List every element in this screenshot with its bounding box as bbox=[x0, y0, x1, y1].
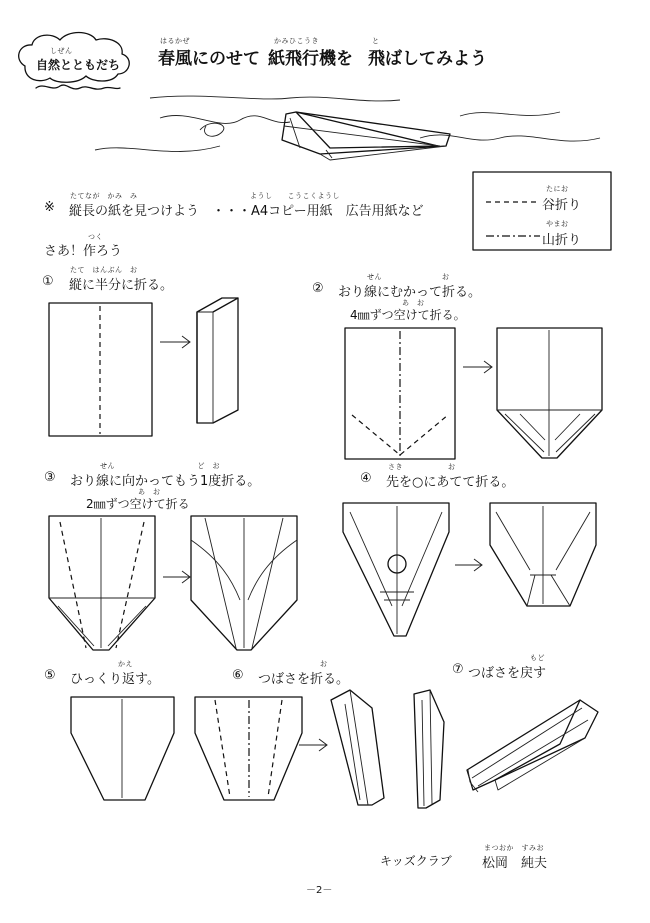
step3-number: ③ bbox=[44, 470, 56, 485]
paper-plane-header-icon bbox=[282, 112, 450, 160]
title-ruby-3: と bbox=[372, 37, 380, 45]
lets-make: さあ！作ろう bbox=[44, 244, 123, 259]
step2-subtext: 4㎜ずつ空けて折る。 bbox=[350, 308, 466, 322]
step4-text: 先を○にあてて折る。 bbox=[386, 475, 515, 490]
step4-number: ④ bbox=[360, 471, 372, 486]
badge-ruby: しぜん bbox=[50, 47, 73, 55]
legend-valley-ruby: たにお bbox=[546, 185, 569, 193]
step6-text: つばさを折る。 bbox=[258, 672, 350, 687]
step3-subtext: 2㎜ずつ空けて折る bbox=[86, 497, 190, 511]
step7-number: ⑦ bbox=[452, 662, 464, 677]
step2-sub-ruby: あ お bbox=[402, 299, 425, 307]
title-part-2: 紙飛行機を bbox=[268, 49, 353, 69]
page-number: －2－ bbox=[306, 885, 333, 896]
step6-number: ⑥ bbox=[232, 668, 244, 683]
author-ruby: まつおか すみお bbox=[484, 844, 544, 852]
step4-diagram bbox=[343, 503, 596, 636]
legend-mountain-label: 山折り bbox=[542, 233, 582, 248]
step1-ruby: たて はんぶん お bbox=[70, 266, 138, 274]
step6-ruby: お bbox=[320, 660, 328, 668]
step3-text: おり線に向かってもう1度折る。 bbox=[70, 474, 261, 489]
step5-number: ⑤ bbox=[44, 668, 56, 683]
step1-number: ① bbox=[42, 274, 54, 289]
step7-text: つばさを戻す bbox=[468, 666, 547, 681]
step6-diagram bbox=[195, 690, 444, 808]
step7-ruby: もど bbox=[530, 654, 545, 662]
step2-number: ② bbox=[312, 281, 324, 296]
step2-text: おり線にむかって折る。 bbox=[338, 285, 482, 300]
step5-text: ひっくり返す。 bbox=[70, 672, 160, 687]
title-part-3: 飛ばしてみよう bbox=[368, 49, 487, 69]
author-name: 松岡 純夫 bbox=[482, 856, 548, 871]
legend-mountain-ruby: やまお bbox=[546, 220, 569, 228]
badge-label: 自然とともだち bbox=[36, 58, 121, 72]
step3-sub-ruby: あ お bbox=[138, 488, 161, 496]
step3-ruby: せん ど お bbox=[100, 462, 220, 470]
step5-diagram bbox=[71, 697, 174, 800]
note-mark: ※ bbox=[44, 200, 55, 215]
step7-diagram bbox=[467, 700, 598, 792]
step3-diagram bbox=[49, 516, 297, 650]
club-name: キッズクラブ bbox=[380, 854, 452, 868]
lets-make-ruby: つく bbox=[88, 233, 103, 241]
step1-diagram bbox=[49, 298, 238, 436]
paper-note-ruby: たてなが かみ み ようし こうこくようし bbox=[70, 192, 340, 200]
legend-valley-label: 谷折り bbox=[542, 198, 582, 213]
title-ruby-2: かみひこうき bbox=[274, 37, 319, 45]
step4-ruby: さき お bbox=[388, 463, 456, 471]
step2-ruby: せん お bbox=[367, 273, 450, 281]
step2-diagram bbox=[345, 328, 602, 459]
paper-note: 縦長の紙を見つけよう ・・・A4コピー用紙 広告用紙など bbox=[69, 204, 424, 219]
step1-text: 縦に半分に折る。 bbox=[69, 278, 174, 293]
title-ruby-1: はるかぜ bbox=[160, 37, 190, 45]
step5-ruby: かえ bbox=[118, 660, 133, 668]
title-part-1: 春風にのせて bbox=[158, 49, 260, 69]
